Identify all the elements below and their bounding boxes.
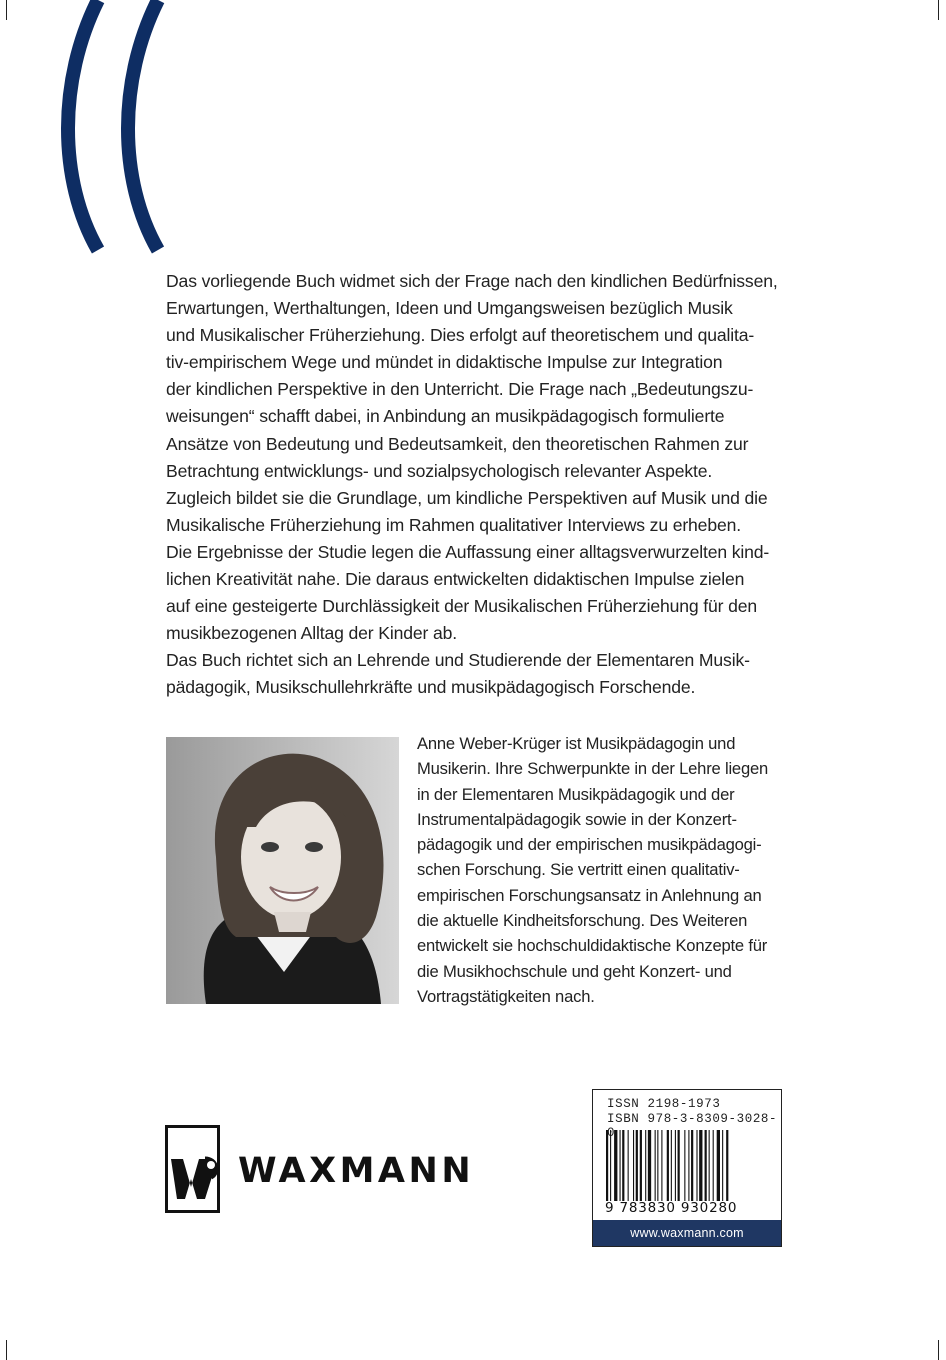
barcode-bar (655, 1130, 656, 1201)
barcode-bar (614, 1130, 617, 1201)
crop-mark-bottom-right (938, 1340, 939, 1360)
barcode-bars (604, 1130, 770, 1201)
barcode-bar (636, 1130, 638, 1201)
barcode-bar (696, 1130, 697, 1201)
arc-outer (68, 0, 98, 250)
barcode-bar (645, 1130, 646, 1201)
barcode-bar (722, 1130, 723, 1201)
barcode-bar (726, 1130, 728, 1201)
barcode-bar (620, 1130, 621, 1201)
isbn-number: ISBN 978-3-8309-3028- (607, 1112, 778, 1126)
barcode-bar (610, 1130, 611, 1201)
barcode-bar (717, 1130, 720, 1201)
author-bio: Anne Weber-Krüger ist Musikpädagogin und Musikerin. Ihre Schwerpunkte in der Lehre liegen in der Elementaren Musikpädagogik und der Instrumentalpädagogik sowie in der Konzert- pädagogik und der empirischen musikpädagogi- schen Forschung. Sie vertritt einen qualitativ- empirischen Forschungsansatz in Anlehnung an die aktuelle Kindheitsforschung. Des Weiteren entwickelt sie hochschuldidaktische Konzepte für die Musikhochschule und geht Konzert- und Vortragstätigkeiten nach. (417, 734, 769, 1006)
arc-inner (128, 0, 158, 250)
crop-mark-top-right (938, 0, 939, 20)
barcode-bar (675, 1130, 676, 1201)
author-photo (166, 737, 399, 1004)
crop-mark-top-left (6, 0, 7, 20)
barcode-bar (705, 1130, 707, 1201)
crop-mark-bottom-left (6, 1340, 7, 1360)
description-paragraph: Das vorliegende Buch widmet sich der Frage nach den kindlichen Bedürfnissen, Erwartungen, Werthaltungen, Ideen und Umgangsweisen bezüglich Musik und Musikalischer Früherziehung. Dies erfolgt auf theoretischem und qualita- tiv-empirischem Wege und mündet in didaktische Impulse zur Integration der kindlichen Perspektive in den Unterricht. Die Frage nach „Bedeutungszu- weisungen“ schafft dabei, in Anbindung an musikpädagogisch formulierte Ansätze von Bedeutung und Bedeutsamkeit, den theoretischen Rahmen zur Betrachtung entwicklungs- und sozialpsychologisch relevanter Aspekte. Zugleich bildet sie die Grundlage, um kindliche Perspektiven auf Musik und die Musikalische Früherziehung im Rahmen qualitativer Interviews zu erheben. Die Ergebnisse der Studie legen die Auffassung einer alltagsverwurzelten kind- lichen Kreativität nahe. Die daraus entwickelten didaktischen Impulse zielen auf eine gesteigerte Durchlässigkeit der Musikalischen Früherziehung für den musikbezogenen Alltag der Kinder ab. (166, 271, 778, 644)
barcode-bar (633, 1130, 634, 1201)
barcode-bar (606, 1130, 608, 1201)
barcode-bar (713, 1130, 714, 1201)
publisher-logo (165, 1125, 485, 1215)
publisher-url[interactable]: www.waxmann.com (593, 1220, 781, 1246)
barcode-bar (628, 1130, 629, 1201)
book-description (166, 268, 806, 702)
barcode-bar (678, 1130, 680, 1201)
barcode-bar (688, 1130, 689, 1201)
barcode-bar (661, 1130, 662, 1201)
barcode-bar (699, 1130, 702, 1201)
barcode-bar (684, 1130, 685, 1201)
waxmann-logo-mark-icon (165, 1125, 220, 1213)
barcode-bar (657, 1130, 658, 1201)
author-portrait-icon (166, 737, 399, 1004)
barcode-bar (691, 1130, 693, 1201)
barcode-bar (709, 1130, 710, 1201)
barcode-digits: 9 783830 930280 (605, 1200, 738, 1216)
publisher-name: WAXMANN (238, 1151, 475, 1191)
barcode-bar (648, 1130, 651, 1201)
audience-paragraph: Das Buch richtet sich an Lehrende und Studierende der Elementaren Musik- pädagogik, Musikschullehrkräfte und musikpädagogisch Forschende. (166, 650, 750, 698)
decorative-arcs (40, 0, 190, 260)
barcode-bar (622, 1130, 624, 1201)
barcode-bar (640, 1130, 642, 1201)
barcode-box (592, 1089, 782, 1247)
barcode-bar (671, 1130, 672, 1201)
issn-number: ISSN 2198-1973 (607, 1097, 721, 1111)
barcode-bar (667, 1130, 669, 1201)
